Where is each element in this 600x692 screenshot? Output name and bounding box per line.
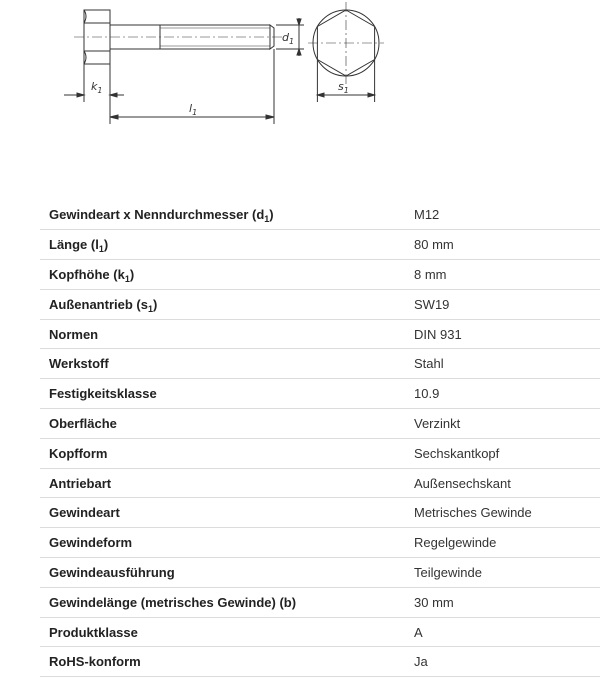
spec-value: Außensechskant	[405, 468, 600, 498]
l1-label: $l_1$	[189, 102, 198, 117]
spec-table	[40, 200, 600, 677]
spec-label-text: Festigkeitsklasse	[49, 386, 157, 402]
spec-table-body	[40, 200, 600, 677]
spec-label-text: Gewindeform	[49, 535, 133, 551]
spec-label	[40, 200, 405, 230]
spec-label-text: Kopfhöhe (k	[49, 266, 125, 282]
spec-row	[40, 319, 600, 349]
spec-label-subscript: 1	[264, 214, 270, 225]
spec-label-subscript: 1	[124, 273, 130, 284]
spec-label-text: Gewindeausführung	[49, 564, 175, 580]
spec-row	[40, 587, 600, 617]
spec-label-text: Werkstoff	[49, 356, 109, 372]
spec-label	[40, 468, 405, 498]
spec-label-tail: )	[103, 237, 109, 253]
spec-row	[40, 617, 600, 647]
spec-value: 10.9	[405, 379, 600, 409]
spec-label-tail: )	[269, 207, 274, 223]
spec-row	[40, 528, 600, 558]
spec-value: Teilgewinde	[405, 558, 600, 588]
spec-label-text: Gewindelänge (metrisches Gewinde) (b)	[49, 594, 297, 610]
spec-value: Ja	[405, 647, 600, 677]
spec-label-tail: )	[129, 266, 135, 282]
spec-label	[40, 379, 405, 409]
spec-value: M12	[405, 200, 600, 230]
spec-label	[40, 528, 405, 558]
spec-value: A	[405, 617, 600, 647]
spec-row	[40, 200, 600, 230]
spec-value: 8 mm	[405, 260, 600, 290]
spec-row	[40, 558, 600, 588]
spec-label-subscript: 1	[147, 303, 153, 314]
spec-value: Metrisches Gewinde	[405, 498, 600, 528]
spec-label-subscript: 1	[98, 244, 104, 255]
d1-label: $d_1$	[282, 31, 295, 46]
spec-label	[40, 617, 405, 647]
spec-row	[40, 379, 600, 409]
k1-dimension	[64, 64, 124, 124]
spec-label-text: RoHS-konform	[49, 654, 141, 670]
spec-value: Sechskantkopf	[405, 438, 600, 468]
spec-row	[40, 438, 600, 468]
spec-label	[40, 260, 405, 290]
spec-value: Stahl	[405, 349, 600, 379]
spec-row	[40, 349, 600, 379]
s1-label: $s_1$	[338, 80, 349, 95]
spec-label	[40, 289, 405, 319]
spec-label	[40, 409, 405, 439]
spec-label	[40, 319, 405, 349]
spec-row	[40, 260, 600, 290]
spec-value: Verzinkt	[405, 409, 600, 439]
spec-label-text: Produktklasse	[49, 624, 138, 640]
spec-value: 30 mm	[405, 587, 600, 617]
spec-row	[40, 498, 600, 528]
spec-label-text: Länge (l	[49, 237, 99, 253]
spec-label-text: Gewindeart x Nenndurchmesser (d	[49, 207, 265, 223]
spec-label-text: Normen	[49, 326, 99, 342]
bolt-head-end-view	[308, 2, 384, 84]
spec-value: SW19	[405, 289, 600, 319]
spec-label-text: Antriebart	[49, 475, 112, 491]
spec-row	[40, 468, 600, 498]
spec-value: 80 mm	[405, 230, 600, 260]
spec-label	[40, 349, 405, 379]
spec-label	[40, 498, 405, 528]
spec-value: Regelgewinde	[405, 528, 600, 558]
spec-label	[40, 587, 405, 617]
spec-label-text: Kopfform	[49, 445, 108, 461]
bolt-technical-drawing	[0, 0, 600, 200]
spec-row	[40, 230, 600, 260]
spec-row	[40, 409, 600, 439]
spec-label-text: Außenantrieb (s	[49, 296, 148, 312]
spec-label	[40, 230, 405, 260]
spec-label	[40, 558, 405, 588]
spec-label-tail: )	[152, 296, 158, 312]
spec-label	[40, 438, 405, 468]
spec-row	[40, 647, 600, 677]
spec-label	[40, 647, 405, 677]
spec-label-text: Oberfläche	[49, 415, 117, 431]
spec-value: DIN 931	[405, 319, 600, 349]
spec-row	[40, 289, 600, 319]
k1-label: $k_1$	[91, 80, 103, 95]
spec-label-text: Gewindeart	[49, 505, 120, 521]
